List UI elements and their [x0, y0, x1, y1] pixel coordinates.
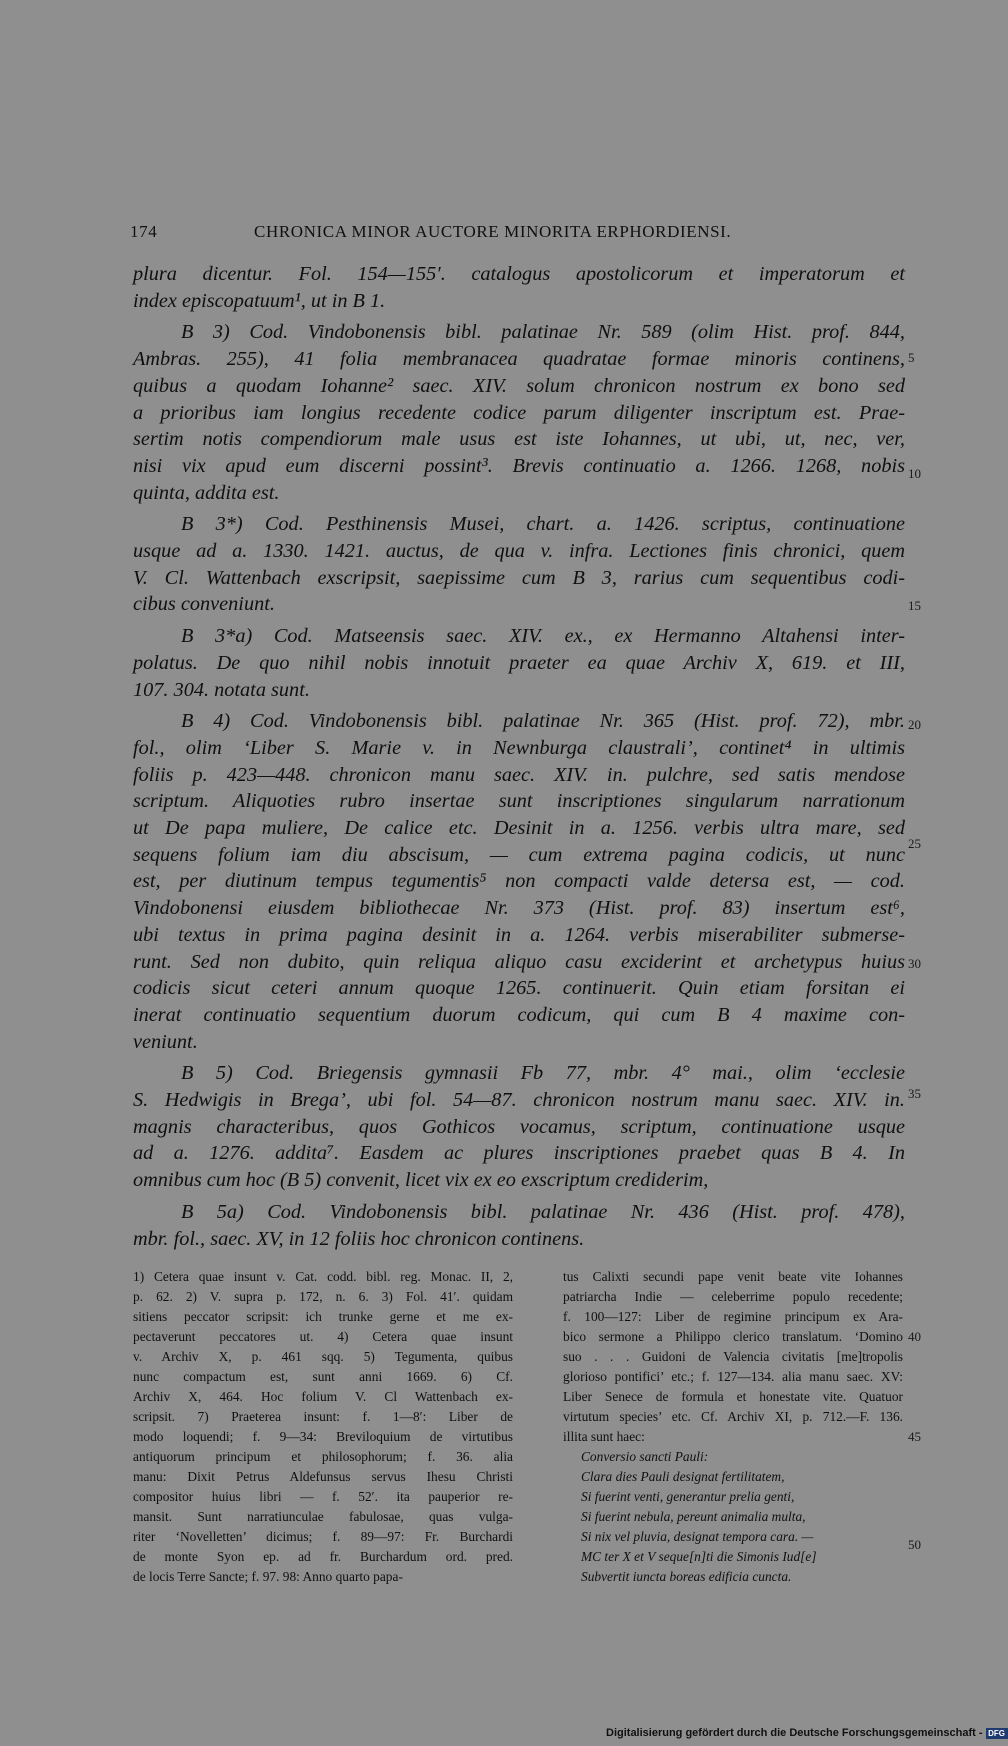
text-line: quibus a quodam Iohanne² saec. XIV. solum chronicon nostrum ex bono sed — [133, 374, 905, 397]
text-line: scriptum. Aliquoties rubro insertae sunt inscriptiones singularum narrationum — [133, 790, 905, 813]
footnote-line: tus Calixti secundi pape venit beate vite Iohannes — [563, 1269, 903, 1284]
footnote-line: de monte Syon ep. ad fr. Burchardum ord. pred. — [133, 1549, 513, 1564]
footnote-line: glorioso pontifici’ etc.; f. 127—134. alia manu saec. XV: — [563, 1369, 903, 1384]
dfg-logo: DFG — [986, 1728, 1008, 1739]
footnotes-left-column — [133, 1267, 513, 1587]
text-line: index episcopatuum¹, ut in B 1. — [133, 289, 386, 312]
text-line: B 3*a) Cod. Matseensis saec. XIV. ex., ex Hermanno Altahensi inter- — [181, 625, 905, 648]
footnote-line: suo . . . Guidoni de Valencia civitatis [me]tropolis — [563, 1349, 903, 1364]
page-number: 174 — [130, 222, 158, 241]
text-line: nisi vix apud eum discerni possint³. Brevis continuatio a. 1266. 1268, nobis — [133, 454, 905, 477]
footnote-line: 1) Cetera quae insunt v. Cat. codd. bibl. reg. Monac. II, 2, — [133, 1269, 513, 1284]
text-line: fol., olim ‘Liber S. Marie v. in Newnburga claustrali’, continet⁴ in ultimis — [133, 736, 905, 759]
line-number: 30 — [908, 956, 921, 971]
text-line: B 4) Cod. Vindobonensis bibl. palatinae Nr. 365 (Hist. prof. 72), mbr. — [181, 710, 905, 733]
footnote-line: illita sunt haec: — [563, 1429, 645, 1444]
line-number: 40 — [908, 1329, 921, 1344]
text-line: magnis characteribus, quos Gothicos vocamus, scriptum, continuatione usque — [133, 1115, 905, 1138]
footnote-line: bico sermone a Philippo clerico translatum. ‘Domino — [563, 1329, 903, 1344]
text-line: est, per diutinum tempus tegumentis⁵ non compacti valde detersa est, — cod. — [133, 870, 905, 893]
text-line: cibus conveniunt. — [133, 593, 275, 616]
footnote-line: Liber Senece de formula et honestate vite. Quatuor — [563, 1389, 903, 1404]
text-line: a prioribus iam longius recedente codice parum diligenter inscriptum est. Prae- — [133, 401, 905, 424]
footnote-line: patriarcha Indie — celeberrime populo recedente; — [563, 1289, 903, 1304]
footnote-line: Conversio sancti Pauli: — [581, 1449, 709, 1464]
text-line: B 3*) Cod. Pesthinensis Musei, chart. a. 1426. scriptus, continuatione — [181, 513, 905, 536]
text-line: plura dicentur. Fol. 154—155′. catalogus apostolicorum et imperatorum et — [133, 263, 905, 285]
line-number: 50 — [908, 1537, 921, 1552]
line-number: 45 — [908, 1429, 921, 1444]
footnote-line: p. 62. 2) V. supra p. 172, n. 6. 3) Fol. 41′. quidam — [133, 1289, 513, 1304]
footnote-line: scripsit. 7) Praeterea insunt: f. 1—8′: Liber de — [133, 1409, 513, 1424]
text-line: runt. Sed non dubito, quin reliqua aliquo casu exciderint et archetypus huius — [133, 950, 905, 973]
text-line: sertim notis compendiorum male usus est iste Iohannes, ut ubi, ut, nec, ver, — [133, 428, 905, 451]
text-line: Ambras. 255), 41 folia membranacea quadratae formae minoris continens, — [133, 348, 905, 371]
footnote-line: mansit. Sunt narratiunculae fabulosae, quas vulga- — [133, 1509, 513, 1524]
line-number: 5 — [908, 350, 915, 365]
text-line: mbr. fol., saec. XV, in 12 foliis hoc chronicon continens. — [133, 1227, 585, 1250]
footnote-line: f. 100—127: Liber de regimine principum ex Ara- — [563, 1309, 903, 1324]
footnote-line: Si nix vel pluvia, designat tempora cara. — — [581, 1529, 814, 1544]
footnote-line: Si fuerint nebula, pereunt animalia multa, — [581, 1509, 806, 1524]
footnote-line: Si fuerint venti, generantur prelia genti, — [581, 1489, 795, 1504]
text-line: Vindobonensi eiusdem bibliothecae Nr. 373 (Hist. prof. 83) insertum est⁶, — [133, 897, 905, 920]
footnote-line: Subvertit iuncta boreas edificia cuncta. — [581, 1569, 792, 1584]
digitization-credit — [606, 1727, 1008, 1739]
footnotes-right-column — [563, 1267, 903, 1587]
footnote-line: virtutum species’ etc. Cf. Archiv XI, p. 712.—F. 136. — [563, 1409, 903, 1424]
text-line: B 5a) Cod. Vindobonensis bibl. palatinae Nr. 436 (Hist. prof. 478), — [181, 1200, 905, 1223]
line-number: 20 — [908, 717, 921, 732]
text-line: inerat continuatio sequentium duorum codicum, qui cum B 4 maxime con- — [133, 1003, 905, 1026]
line-number: 25 — [908, 836, 921, 851]
line-number: 15 — [908, 598, 921, 613]
text-line: ad a. 1276. addita⁷. Easdem ac plures inscriptiones praebet quas B 4. In — [133, 1142, 905, 1165]
footnote-line: pectaverunt peccatores ut. 4) Cetera quae insunt — [133, 1329, 513, 1344]
footnote-line: antiquorum principum et philosophorum; f. 36. alia — [133, 1449, 513, 1464]
text-line: polatus. De quo nihil nobis innotuit praeter ea quae Archiv X, 619. et III, — [133, 651, 905, 674]
running-title: CHRONICA MINOR AUCTORE MINORITA ERPHORDIENSI. — [254, 222, 732, 241]
text-line: S. Hedwigis in Brega’, ubi fol. 54—87. chronicon nostrum manu saec. XIV. in. — [133, 1089, 905, 1111]
footnote-line: de locis Terre Sancte; f. 97. 98: Anno quarto papa- — [133, 1569, 403, 1584]
text-line: foliis p. 423—448. chronicon manu saec. XIV. in. pulchre, sed satis mendose — [133, 763, 905, 786]
text-line: codicis sicut ceteri annum quoque 1265. continuerit. Quin etiam forsitan ei — [133, 977, 905, 1000]
footnote-line: modo loquendi; f. 9—34: Breviloquium de virtutibus — [133, 1429, 513, 1444]
footnote-line: sitiens peccator scripsit: ich trunke gerne et me ex- — [133, 1309, 513, 1324]
line-number: 10 — [908, 466, 921, 481]
line-number: 35 — [908, 1086, 921, 1101]
text-line: usque ad a. 1330. 1421. auctus, de qua v. infra. Lectiones finis chronici, quem — [133, 540, 905, 562]
text-line: V. Cl. Wattenbach exscripsit, saepissime cum B 3, rarius cum sequentibus codi- — [133, 566, 905, 589]
footnote-line: riter ‘Novelletten’ dicimus; f. 89—97: Fr. Burchardi — [133, 1529, 513, 1544]
footnote-line: v. Archiv X, p. 461 sqq. 5) Tegumenta, quibus — [133, 1349, 513, 1364]
footnote-line: manu: Dixit Petrus Aldefunsus servus Ihesu Christi — [133, 1469, 513, 1484]
text-line: quinta, addita est. — [133, 481, 280, 504]
text-line: ubi textus in prima pagina desinit in a. 1264. verbis miserabiliter submerse- — [133, 923, 905, 946]
footnote-line: nunc compactum est, sunt anni 1669. 6) Cf. — [133, 1369, 513, 1384]
footnote-line: Clara dies Pauli designat fertilitatem, — [581, 1469, 785, 1484]
credit-text: Digitalisierung gefördert durch die Deutsche Forschungsgemeinschaft - — [606, 1727, 983, 1739]
text-line: B 5) Cod. Briegensis gymnasii Fb 77, mbr. 4° mai., olim ‘ecclesie — [181, 1062, 905, 1085]
text-line: ut De papa muliere, De calice etc. Desinit in a. 1256. verbis ultra mare, sed — [133, 817, 905, 839]
footnote-line: Archiv X, 464. Hoc folium V. Cl Wattenbach ex- — [133, 1389, 513, 1404]
text-line: 107. 304. notata sunt. — [133, 678, 310, 701]
text-line: B 3) Cod. Vindobonensis bibl. palatinae Nr. 589 (olim Hist. prof. 844, — [181, 321, 905, 344]
text-line: omnibus cum hoc (B 5) convenit, licet vix ex eo exscriptum crediderim, — [133, 1169, 709, 1192]
footnote-line: compositor huius libri — f. 52′. ita pauperior re- — [133, 1489, 513, 1504]
text-line: veniunt. — [133, 1030, 198, 1053]
footnote-line: MC ter X et V seque[n]ti die Simonis Iud[e] — [581, 1549, 817, 1564]
text-line: sequens folium iam diu abscisum, — cum extrema pagina codicis, ut nunc — [133, 843, 905, 866]
